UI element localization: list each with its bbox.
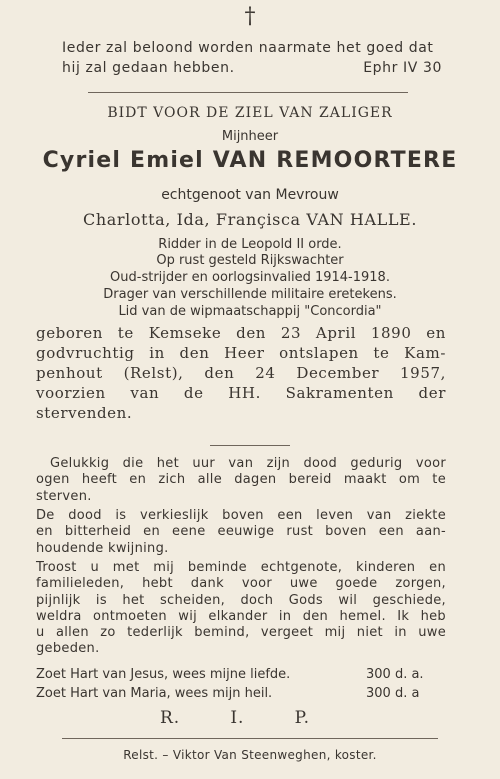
divider bbox=[62, 738, 438, 739]
epigraph-line-1: Ieder zal beloond worden naarmate het goed dat bbox=[62, 40, 434, 56]
paragraph-line: u allen zo tederlijk bemind, vergeet mij niet in uwe bbox=[36, 625, 446, 641]
divider bbox=[210, 445, 290, 446]
paragraph-line: familieleden, hebt dank voor uwe goede zorgen, bbox=[36, 576, 446, 592]
biography-line: godvruchtig in den Heer ontslapen te Kam- bbox=[36, 344, 446, 362]
aspiration-text: Zoet Hart van Jesus, wees mijne liefde. bbox=[36, 667, 291, 682]
paragraph-line: gebeden. bbox=[36, 641, 100, 657]
spouse-intro: echtgenoot van Mevrouw bbox=[161, 187, 339, 203]
paragraph-line: Gelukkig die het uur van zijn dood gedurig voor bbox=[50, 456, 446, 471]
rip-letter: R. bbox=[160, 708, 181, 728]
honour-line: Drager van verschillende militaire eretekens. bbox=[103, 287, 397, 302]
farewell-paragraph bbox=[36, 560, 446, 658]
printer-credit: Relst. – Viktor Van Steenweghen, koster. bbox=[123, 748, 377, 762]
epigraph-line-2 bbox=[62, 60, 442, 76]
epigraph-reference: Ephr IV 30 bbox=[363, 60, 442, 76]
indulgence-label: 300 d. a bbox=[366, 686, 420, 701]
biography-line: penhout (Relst), den 24 December 1957, bbox=[36, 364, 446, 382]
biography-line: geboren te Kemseke den 23 April 1890 en bbox=[36, 324, 446, 342]
paragraph-line: Troost u met mij beminde echtgenote, kinderen en bbox=[36, 560, 446, 575]
reflection-paragraph bbox=[36, 456, 446, 505]
aspiration-text: Zoet Hart van Maria, wees mijn heil. bbox=[36, 686, 273, 701]
biography-line: voorzien van de HH. Sakramenten der bbox=[36, 384, 446, 402]
paragraph-line: weldra ontmoeten wij elkander in den hemel. Ik heb bbox=[36, 608, 446, 624]
paragraph-line: De dood is verkieslijk boven een leven van ziekte bbox=[36, 508, 446, 523]
paragraph-line: pijnlijk is het scheiden, doch Gods wil geschiede, bbox=[36, 592, 446, 608]
biography-line: stervenden. bbox=[36, 404, 133, 422]
divider bbox=[88, 92, 408, 93]
paragraph-line: en bitterheid en eene eeuwige rust boven een aan- bbox=[36, 524, 446, 540]
rip-line bbox=[160, 708, 310, 728]
spouse-name: Charlotta, Ida, Françisca VAN HALLE. bbox=[82, 210, 418, 229]
honour-line: Oud-strijder en oorlogsinvalied 1914-1918. bbox=[110, 270, 390, 285]
biography bbox=[36, 323, 446, 423]
honour-line: Op rust gesteld Rijkswachter bbox=[156, 253, 344, 268]
paragraph-line: sterven. bbox=[36, 488, 92, 504]
prayer-heading: BIDT VOOR DE ZIEL VAN ZALIGER bbox=[107, 105, 393, 121]
cross-icon: † bbox=[244, 4, 256, 29]
reflection-paragraph bbox=[36, 508, 446, 557]
paragraph-line: houdende kwijning. bbox=[36, 540, 169, 556]
rip-letter: I. bbox=[230, 708, 245, 728]
epigraph-text: hij zal gedaan hebben. bbox=[62, 60, 235, 76]
rip-letter: P. bbox=[294, 708, 310, 728]
deceased-name: Cyriel Emiel VAN REMOORTERE bbox=[42, 148, 458, 173]
honour-line: Lid van de wipmaatschappij "Concordia" bbox=[118, 304, 382, 319]
paragraph-line: ogen heeft en zich alle dagen bereid maakt om te bbox=[36, 472, 446, 488]
honour-line: Ridder in de Leopold II orde. bbox=[158, 237, 342, 252]
indulgence-label: 300 d. a. bbox=[366, 667, 424, 682]
honorific: Mijnheer bbox=[221, 129, 279, 144]
